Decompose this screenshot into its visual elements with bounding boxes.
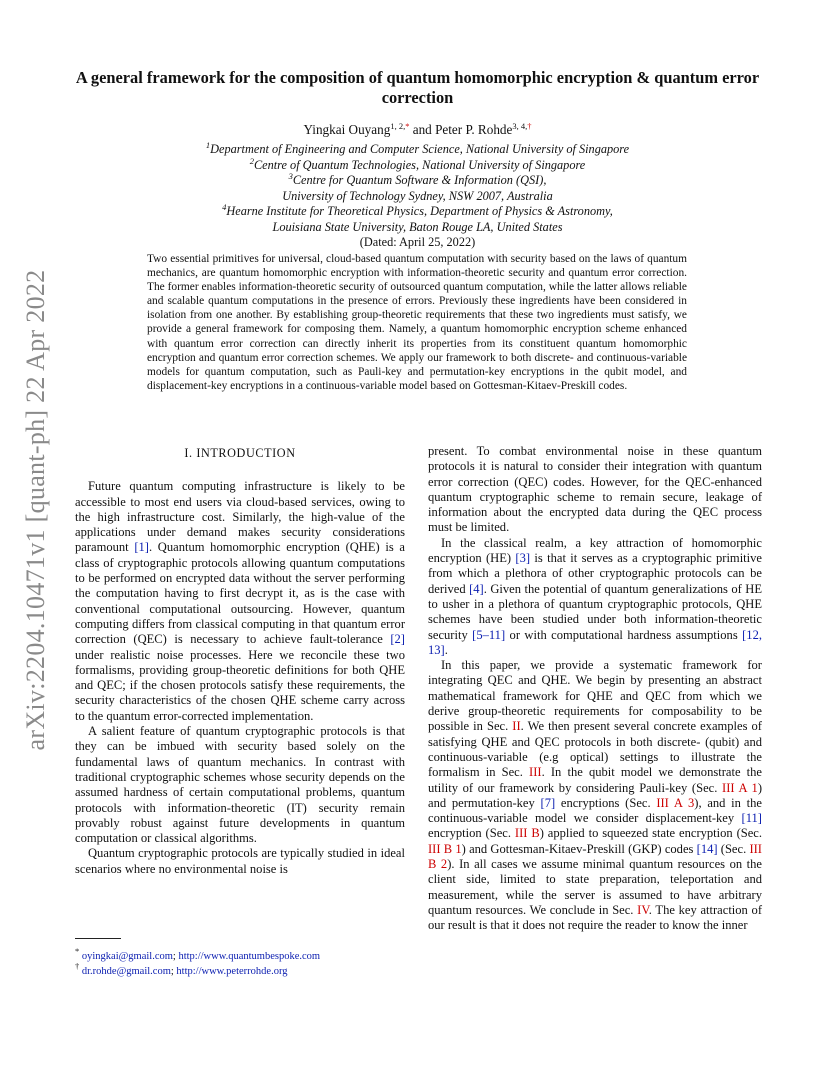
- citation-link[interactable]: [2]: [390, 632, 405, 647]
- footnotes: [75, 946, 405, 979]
- affiliation-line: $^1$Department of Engineering and Computer Science, National University of Singapore: [205, 140, 630, 156]
- author-footnote-mark[interactable]: *: [405, 121, 410, 131]
- affiliation-line: Louisiana State University, Baton Rouge LA, United States: [272, 219, 563, 234]
- section-heading: I. INTRODUCTION: [184, 446, 296, 460]
- citation-link[interactable]: [14]: [696, 841, 718, 856]
- citation-link[interactable]: [3]: [515, 551, 531, 566]
- citation-link[interactable]: [5–11]: [472, 627, 506, 642]
- section-ref-link[interactable]: IV: [637, 902, 649, 917]
- author-affil-sup: 1, 2,: [390, 121, 406, 131]
- affiliation-line: University of Technology Sydney, NSW 2007, Australia: [282, 188, 553, 203]
- section-ref-link[interactable]: III B: [514, 826, 540, 841]
- citation-link[interactable]: [4]: [469, 581, 484, 596]
- right-column: [428, 444, 762, 934]
- author-affil-sup: 3, 4,: [512, 121, 528, 131]
- paragraph: Future quantum computing infrastructure is likely to be accessible to most end users via cloud-based services, owing to the high infrastructure cost. Similarly, the high-value of the applications under demand makes security considerations paramount [1]. Quantum homomorphic encryption (QHE) is a class of cryptographic protocols allowing quantum computations to be performed on encrypted data without the server performing the computation having to first decrypt it, as is the case with conventional computational outsourcing. However, quantum computing differs from classical computing in that quantum error correction (QEC) is necessary to achieve fault-tolerance [2] under realistic noise processes. Here we reconcile these two formalisms, providing group-theoretic definitions for both QHE and QEC; if the chosen protocols satisfy these requirements, the security characteristics of the chosen QHE scheme carry across to the quantum error-corrected implementation.: [75, 479, 406, 723]
- author-conjunction: and: [409, 122, 436, 137]
- paragraph: In this paper, we provide a systematic framework for integrating QEC and QHE. We begin by presenting an abstract mathematical framework for QHE and QEC from which we derive group-theoretic requirements for composability to be possible in Sec. II. We then present several concrete examples of satisfying QHE and QEC protocols in both discrete- (qubit) and continuous-variable (e.g optical) settings to illustrate the formalism in Sec. III. In the qubit model we demonstrate the utility of our framework by considering Pauli-key (Sec. III A 1) and permutation-key [7] encryptions (Sec. III A 3), and in the continuous-variable model we consider displacement-key [11] encryption (Sec. III B) applied to squeezed state encryption (Sec. III B 1) and Gottesman-Kitaev-Preskill (GKP) codes [14] (Sec. III B 2). In all cases we assume minimal quantum resources on the client side, limited to state preparation, teleportation and measurement, while the server is assumed to have arbitrary quantum resources. We conclude in Sec. IV. The key attraction of our result is that it does not require the reader to know the inner: [428, 658, 763, 933]
- dated-line: (Dated: April 25, 2022): [359, 235, 476, 249]
- paragraph: present. To combat environmental noise in these quantum protocols it is natural to consider their integration with quantum error correction (QEC) codes. However, for the QEC-enhanced quantum cryptographic scheme to remain secure, leakage of information about the encrypted data during the QEC process must be limited.: [428, 444, 762, 535]
- paper-title: A general framework for the composition of quantum homomorphic encryption & quantum error correction: [75, 68, 760, 107]
- author-line: [60, 122, 775, 138]
- paragraph: A salient feature of quantum cryptographic protocols is that they can be imbued with security based solely on the fundamental laws of quantum mechanics. In contrast with traditional cryptographic schemes whose security depends on the assumed hardness of certain computational problems, quantum protocols with information-theoretic (IT) security remain provably robust against future developments in quantum computation or classical algorithms.: [75, 724, 405, 846]
- footnote: † dr.rohde@gmail.com; http://www.peterrohde.org: [75, 960, 288, 977]
- left-column: [75, 444, 405, 877]
- section-ref-link[interactable]: III A 3: [656, 795, 695, 810]
- section-ref-link[interactable]: III B 2: [428, 841, 762, 872]
- arxiv-identifier: [14, 270, 58, 750]
- section-ref-link[interactable]: II: [512, 719, 521, 734]
- affiliation-line: $^4$Hearne Institute for Theoretical Physics, Department of Physics & Astronomy,: [222, 202, 613, 218]
- paragraph: In the classical realm, a key attraction of homomorphic encryption (HE) [3] is that it serves as a cryptographic primitive from which a plethora of other cryptographic protocols can be derived [4]. Given the potential of quantum generalizations of HE to usher in a plethora of quantum cryptographic protocols, QHE schemes have been studied under both information-theoretic security [5–11] or with computational hardness assumptions [12, 13].: [428, 535, 762, 657]
- url-link[interactable]: http://www.peterrohde.org: [176, 965, 288, 977]
- section-ref-link[interactable]: III: [529, 765, 542, 780]
- author-name: Yingkai Ouyang: [303, 122, 391, 137]
- email-link[interactable]: oyingkai@gmail.com: [81, 951, 173, 962]
- email-link[interactable]: dr.rohde@gmail.com: [81, 965, 171, 977]
- abstract: Two essential primitives for universal, cloud-based quantum computation with security based on the laws of quantum mechanics, are quantum homomorphic encryption with information-theoretic security and quantum error correction. The former enables information-theoretic security of outsourced quantum computation, while the latter allows reliable and scalable quantum computations in the presence of errors. Previously these ingredients have been considered in isolation from one another. By establishing group-theoretic requirements that these two ingredients must satisfy, we provide a general framework for composing them. Namely, a quantum homomorphic encryption scheme enhanced with quantum error correction can directly inherit its properties from its constituent quantum homomorphic encryption and quantum error correction schemes. We apply our framework to both discrete- and continuous-variable models for quantum computation, such as Pauli-key and permutation-key encryptions in the qubit model, and displacement-key encryptions in a continuous-variable model based on Gottesman-Kitaev-Preskill codes.: [147, 253, 687, 392]
- affiliations: [60, 142, 775, 251]
- affiliation-line: $^3$Centre for Quantum Software & Information (QSI),: [288, 171, 547, 187]
- footnote-rule: [75, 938, 121, 939]
- section-ref-link[interactable]: III A 1: [722, 780, 758, 795]
- author-footnote-mark[interactable]: †: [527, 121, 532, 131]
- paragraph: Quantum cryptographic protocols are typically studied in ideal scenarios where no environmental noise is: [75, 846, 405, 876]
- citation-link[interactable]: [7]: [540, 795, 556, 810]
- affiliation-line: $^2$Centre of Quantum Technologies, National University of Singapore: [249, 155, 586, 172]
- citation-link[interactable]: [12, 13]: [428, 627, 762, 657]
- section-ref-link[interactable]: III B 1: [428, 841, 462, 856]
- footnote: * oyingkai@gmail.com; http://www.quantumbespoke.com: [75, 946, 321, 962]
- arxiv-identifier-text: arXiv:2204.10471v1 [quant-ph] 22 Apr 2022: [21, 269, 50, 751]
- citation-link[interactable]: [11]: [741, 811, 762, 826]
- citation-link[interactable]: [1]: [134, 540, 149, 555]
- url-link[interactable]: http://www.quantumbespoke.com: [178, 951, 321, 962]
- author-name: Peter P. Rohde: [435, 122, 513, 137]
